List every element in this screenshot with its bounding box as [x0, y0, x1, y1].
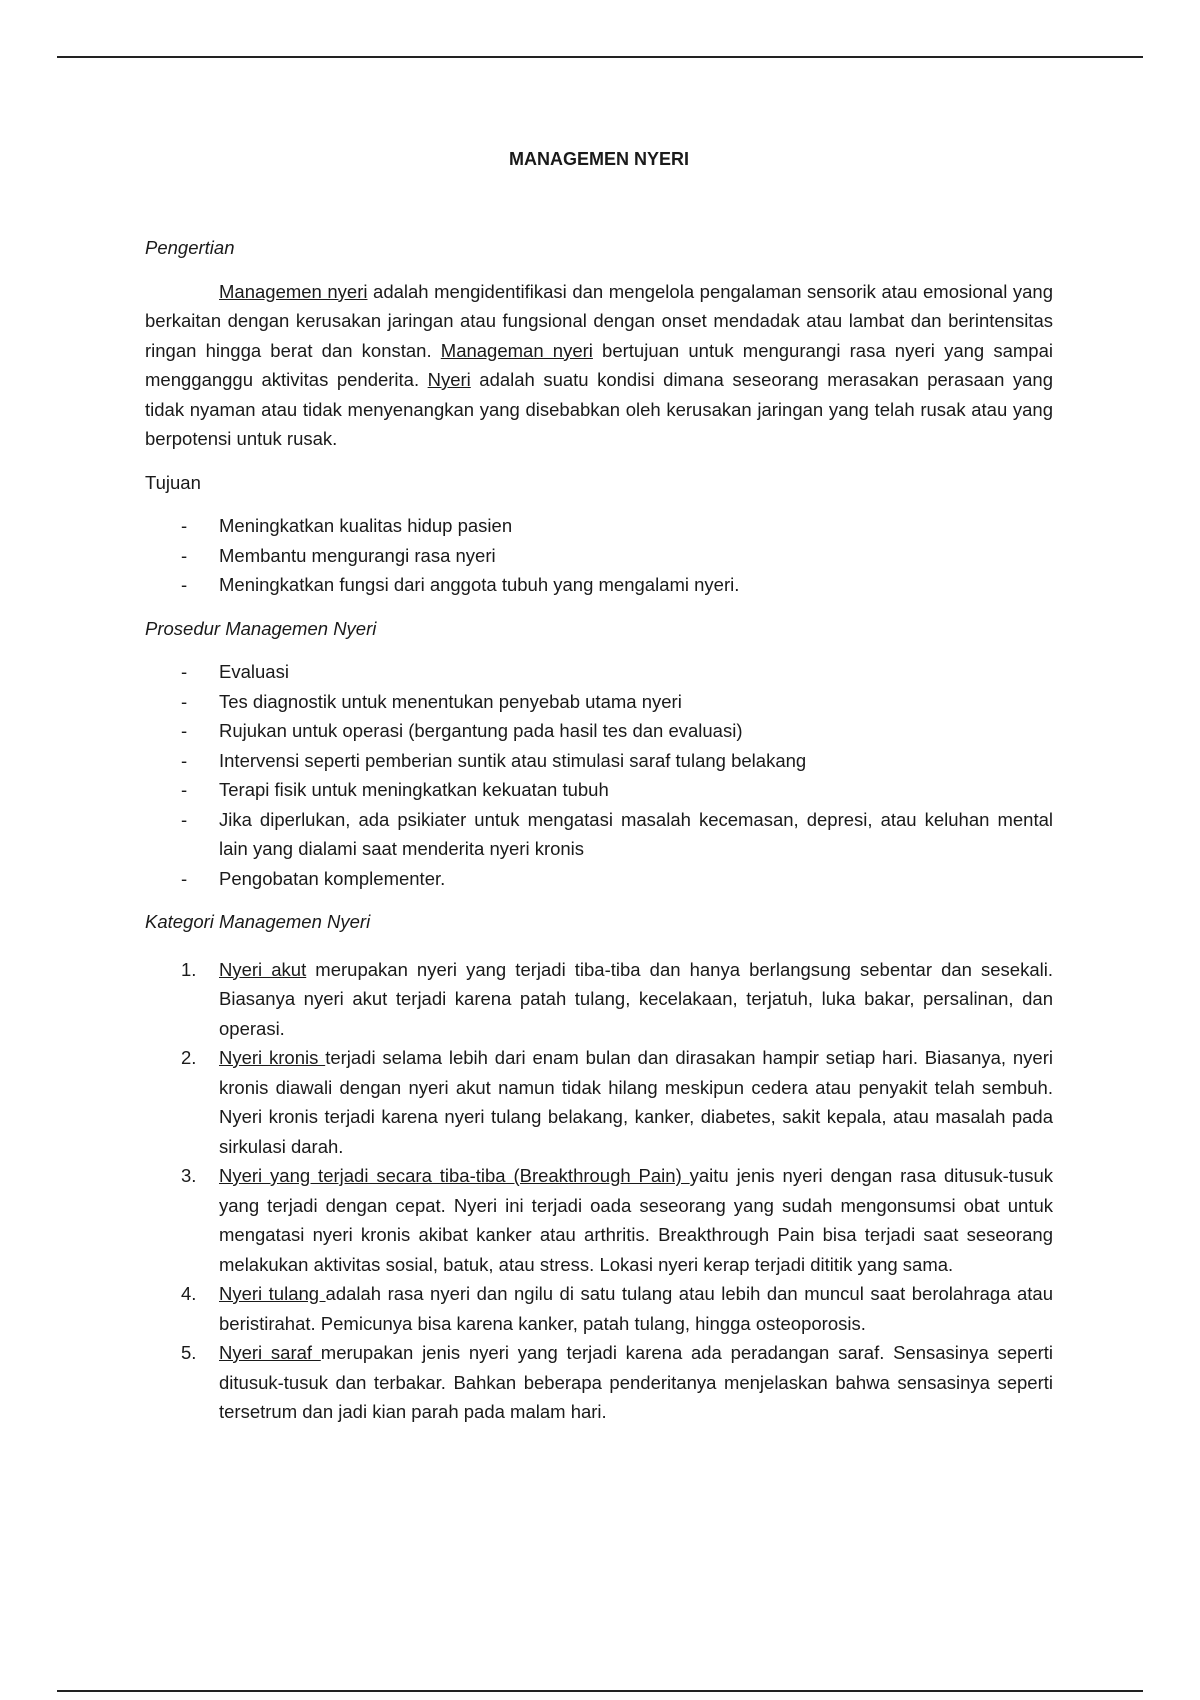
list-item: - Terapi fisik untuk meningkatkan kekuatan tubuh — [145, 775, 1053, 805]
pengertian-text-3: adalah suatu kondisi dimana seseorang merasakan perasaan yang tidak nyaman atau tidak menyenangkan yang disebabkan oleh kerusakan jaringan yang telah rusak atau yang berpotensi untuk rusak. — [145, 369, 1053, 449]
list-item: - Rujukan untuk operasi (bergantung pada hasil tes dan evaluasi) — [145, 716, 1053, 746]
list-item: - Jika diperlukan, ada psikiater untuk mengatasi masalah kecemasan, depresi, atau keluhan mental lain yang dialami saat menderita nyeri kronis — [145, 805, 1053, 864]
pengertian-text-2: bertujuan untuk mengurangi rasa nyeri yang sampai mengganggu aktivitas penderita. — [145, 339, 1053, 390]
list-item: - Meningkatkan kualitas hidup pasien — [145, 511, 1053, 541]
list-number: 3. — [181, 1165, 197, 1186]
kategori-term: Nyeri tulang — [219, 1283, 326, 1304]
dash-marker: - — [181, 749, 188, 771]
list-item: - Pengobatan komplementer. — [145, 864, 1053, 894]
list-item: 1. Nyeri akut merupakan nyeri yang terjadi tiba-tiba dan hanya berlangsung sebentar dan sesekali. Biasanya nyeri akut terjadi karena patah tulang, kecelakaan, terjatuh, luka bakar, persalinan, dan operasi. — [145, 955, 1053, 1044]
kategori-term: Nyeri yang terjadi secara tiba-tiba (Breakthrough Pain) — [219, 1165, 690, 1186]
section-heading-kategori: Kategori Managemen Nyeri — [145, 911, 371, 932]
section-heading-pengertian: Pengertian — [145, 237, 235, 258]
list-item: 2. Nyeri kronis terjadi selama lebih dari enam bulan dan dirasakan hampir setiap hari. Biasanya, nyeri kronis diawali dengan nyeri akut namun tidak hilang meskipun cedera atau penyakit telah sembuh. Nyeri kronis terjadi karena nyeri tulang belakang, kanker, diabetes, sakit kepala, atau masalah pada sirkulasi darah. — [145, 1043, 1053, 1161]
dash-marker: - — [181, 720, 188, 741]
kategori-list — [145, 955, 1053, 1427]
kategori-term: Nyeri kronis — [219, 1047, 326, 1068]
document-title: MANAGEMEN NYERI — [508, 149, 689, 169]
list-item: 5. Nyeri saraf merupakan jenis nyeri yang terjadi karena ada peradangan saraf. Sensasinya seperti ditusuk-tusuk dan terbakar. Bahkan beberapa penderitanya menjelaskan bahwa sensasinya seperti tersetrum dan jadi kian parah pada malam hari. — [145, 1338, 1053, 1427]
dash-marker: - — [181, 574, 188, 595]
header-rule — [57, 56, 1143, 58]
list-number: 4. — [181, 1283, 197, 1304]
list-number: 5. — [181, 1342, 197, 1363]
pengertian-paragraph — [145, 277, 1053, 454]
document-page — [145, 145, 1053, 1441]
dash-marker: - — [181, 690, 188, 712]
dash-marker: - — [181, 661, 188, 682]
list-item: - Membantu mengurangi rasa nyeri — [145, 541, 1053, 571]
kategori-term: Nyeri saraf — [219, 1342, 321, 1363]
dash-marker: - — [181, 544, 188, 566]
dash-marker: - — [181, 867, 188, 889]
footer-rule — [57, 1690, 1143, 1692]
section-heading-tujuan: Tujuan — [145, 471, 201, 493]
list-number: 1. — [181, 958, 197, 980]
term-nyeri: Nyeri — [427, 369, 471, 390]
dash-marker: - — [181, 515, 188, 536]
list-item: - Tes diagnostik untuk menentukan penyebab utama nyeri — [145, 687, 1053, 717]
list-item: 4. Nyeri tulang adalah rasa nyeri dan ngilu di satu tulang atau lebih dan muncul saat berolahraga atau beristirahat. Pemicunya bisa karena kanker, patah tulang, hingga osteoporosis. — [145, 1279, 1053, 1338]
prosedur-list — [145, 657, 1053, 893]
list-number: 2. — [181, 1047, 197, 1068]
list-item: - Intervensi seperti pemberian suntik atau stimulasi saraf tulang belakang — [145, 746, 1053, 776]
pengertian-text-1: adalah mengidentifikasi dan mengelola pengalaman sensorik atau emosional yang berkaitan dengan kerusakan jaringan atau fungsional dengan onset mendadak atau lambat dan berintensitas ringan hingga berat dan konstan. — [145, 280, 1053, 361]
term-manageman-nyeri: Manageman nyeri — [440, 339, 593, 361]
dash-marker: - — [181, 808, 188, 830]
kategori-term: Nyeri akut — [219, 958, 307, 980]
tujuan-list — [145, 511, 1053, 600]
list-item: - Meningkatkan fungsi dari anggota tubuh yang mengalami nyeri. — [145, 570, 1053, 600]
list-item: 3. Nyeri yang terjadi secara tiba-tiba (Breakthrough Pain) yaitu jenis nyeri dengan rasa ditusuk-tusuk yang terjadi dengan cepat. Nyeri ini terjadi oada seseorang yang sudah mengonsumsi obat untuk mengatasi nyeri kronis akibat kanker atau arthritis. Breakthrough Pain bisa terjadi saat seseorang melakukan aktivitas sosial, batuk, atau stress. Lokasi nyeri kerap terjadi dititik yang sama. — [145, 1161, 1053, 1279]
section-heading-prosedur: Prosedur Managemen Nyeri — [145, 617, 377, 639]
term-managemen-nyeri: Managemen nyeri — [219, 280, 368, 302]
list-item: - Evaluasi — [145, 657, 1053, 687]
dash-marker: - — [181, 779, 188, 800]
